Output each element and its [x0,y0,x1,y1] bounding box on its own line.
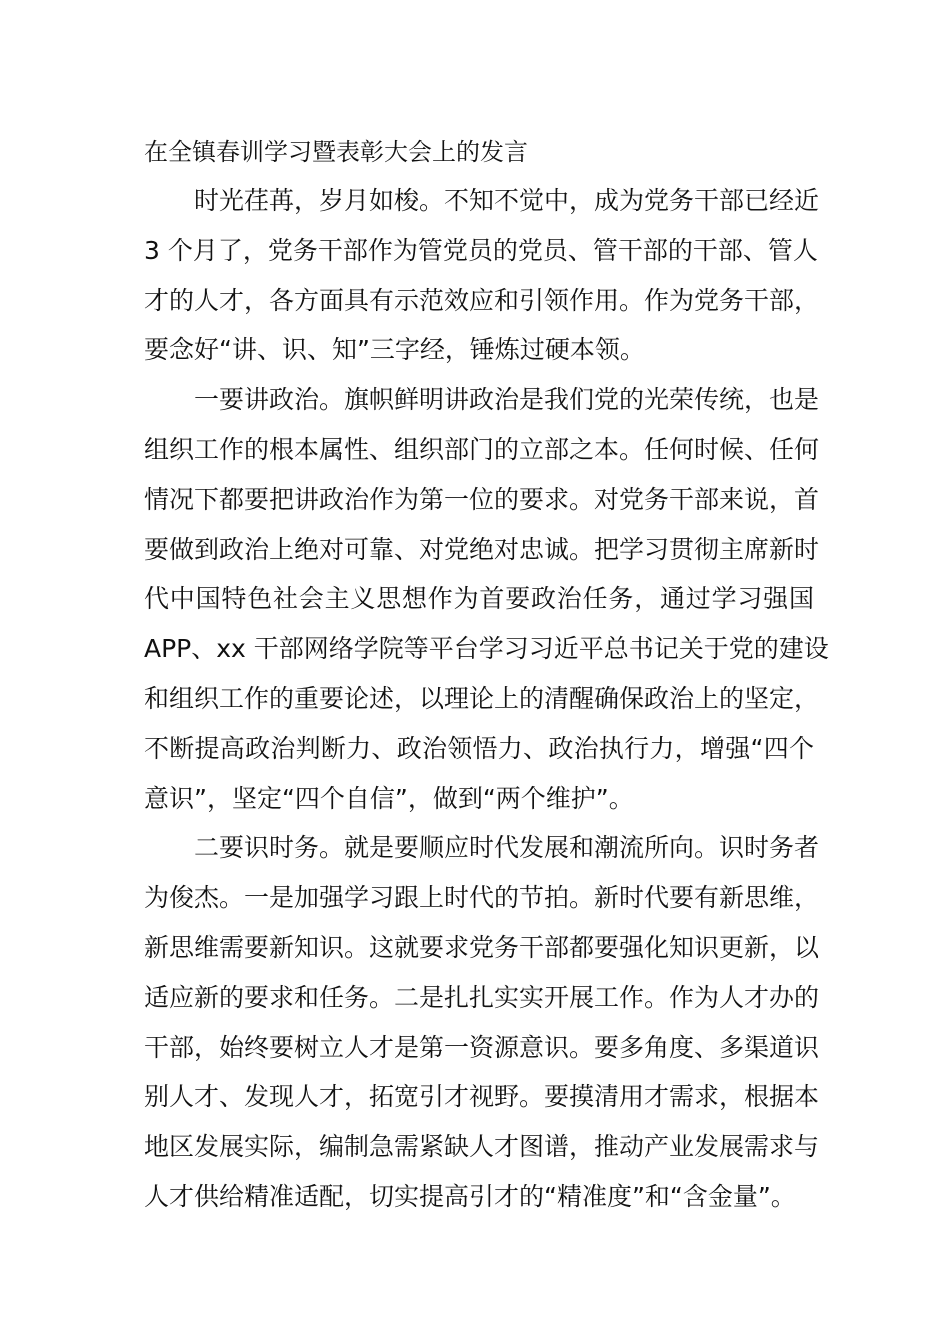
paragraph-1-line-4: 要念好“讲、识、知”三字经，锤炼过硬本领。 [144,335,645,365]
paragraph-2-line-8: 不断提高政治判断力、政治领悟力、政治执行力，增强“四个 [144,733,814,763]
paragraph-3-line-1: 二要识时务。就是要顺应时代发展和潮流所向。识时务者 [194,833,820,863]
document-body [144,176,829,1222]
paragraph-3-line-7: 地区发展实际，编制急需紧缺人才图谱，推动产业发展需求与 [144,1132,820,1162]
paragraph-3-line-4: 适应新的要求和任务。二是扎扎实实开展工作。作为人才办的 [144,982,820,1012]
paragraph-2-line-9: 意识”，坚定“四个自信”，做到“两个维护”。 [144,783,634,813]
paragraph-2-line-2: 组织工作的根本属性、组织部门的立部之本。任何时候、任何 [144,434,820,464]
paragraph-2-line-1: 一要讲政治。旗帜鲜明讲政治是我们党的光荣传统，也是 [194,385,820,415]
paragraph-1-line-3: 才的人才，各方面具有示范效应和引领作用。作为党务干部， [144,285,820,315]
paragraph-2-line-7: 和组织工作的重要论述，以理论上的清醒确保政治上的坚定， [144,683,820,713]
paragraph-2-line-5: 代中国特色社会主义思想作为首要政治任务，通过学习强国 [144,584,814,614]
paragraph-1-line-1: 时光荏苒，岁月如梭。不知不觉中，成为党务干部已经近 [194,186,820,215]
paragraph-2-line-3: 情况下都要把讲政治作为第一位的要求。对党务干部来说，首 [144,484,820,514]
paragraph-3-line-2: 为俊杰。一是加强学习跟上时代的节拍。新时代要有新思维， [144,883,820,913]
paragraph-2-line-6: APP、xx 干部网络学院等平台学习习近平总书记关于党的建设 [144,634,829,664]
paragraph-3-line-3: 新思维需要新知识。这就要求党务干部都要强化知识更新，以 [144,932,820,962]
document-title: 在全镇春训学习暨表彰大会上的发言 [144,138,528,166]
paragraph-3-line-5: 干部，始终要树立人才是第一资源意识。要多角度、多渠道识 [144,1032,820,1062]
paragraph-1-line-2: 3 个月了，党务干部作为管党员的党员、管干部的干部、管人 [144,235,818,265]
paragraph-3-line-6: 别人才、发现人才，拓宽引才视野。要摸清用才需求，根据本 [144,1082,820,1112]
paragraph-2-line-4: 要做到政治上绝对可靠、对党绝对忠诚。把学习贯彻主席新时 [144,534,820,564]
paragraph-3-line-8: 人才供给精准适配，切实提高引才的“精准度”和“含金量”。 [144,1181,796,1211]
